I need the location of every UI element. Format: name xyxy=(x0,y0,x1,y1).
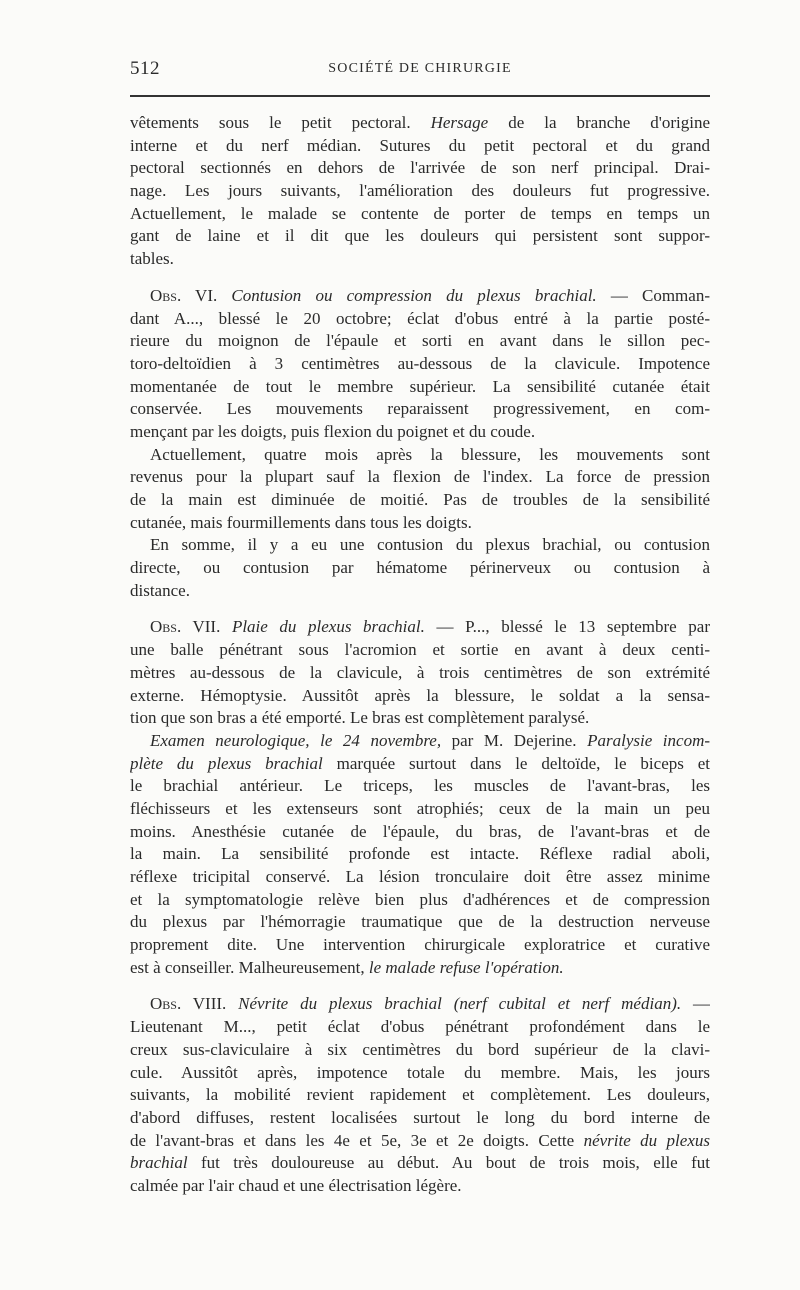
text-line: Actuellement, le malade se contente de porter de temps en temps un xyxy=(130,203,710,223)
text-line: conservée. Les mouvements reparaissent progressivement, en com- xyxy=(130,399,710,419)
page-number: 512 xyxy=(130,58,160,79)
text-line: proprement dite. Une intervention chirurgicale exploratrice et curative xyxy=(130,935,710,955)
text-line: cule. Aussitôt après, impotence totale du membre. Mais, les jours xyxy=(130,1062,710,1082)
text-line: creux sus-claviculaire à six centimètres du bord supérieur de la clavi- xyxy=(130,1039,710,1059)
text-line: directe, ou contusion par hématome périnerveux ou contusion à xyxy=(130,558,710,578)
text-line: mètres au-dessous de la clavicule, à trois centimètres de son extrémité xyxy=(130,662,710,682)
text-line: externe. Hémoptysie. Aussitôt après la blessure, le soldat a la sensa- xyxy=(130,685,710,705)
text-line: Examen neurologique, le 24 novembre, par M. Dejerine. Paralysie incom- xyxy=(150,730,710,750)
text-line: toro-deltoïdien à 3 centimètres au-dessous de la clavicule. Impotence xyxy=(130,353,710,373)
text-line: En somme, il y a eu une contusion du plexus brachial, ou contusion xyxy=(150,535,710,555)
text-line: tion que son bras a été emporté. Le bras est complètement paralysé. xyxy=(130,708,590,728)
observation-heading: Obs. VIII. Névrite du plexus brachial (nerf cubital et nerf médian). — xyxy=(150,994,710,1014)
text-line: momentanée de tout le membre supérieur. La sensibilité cutanée était xyxy=(130,376,710,396)
text-line: nage. Les jours suivants, l'amélioration des douleurs fut progressive. xyxy=(130,181,710,201)
text-line: mençant par les doigts, puis flexion du poignet et du coude. xyxy=(130,421,536,441)
text-line: cutanée, mais fourmillements dans tous les doigts. xyxy=(130,512,472,532)
text-line: vêtements sous le petit pectoral. Hersage de la branche d'origine xyxy=(130,113,710,132)
text-line: distance. xyxy=(130,580,190,600)
text-line: d'abord diffuses, restent localisées surtout le long du bord interne de xyxy=(130,1107,710,1127)
text-line: une balle pénétrant sous l'acromion et sortie en avant à deux centi- xyxy=(130,640,710,660)
text-line: du plexus par l'hémorragie traumatique que de la destruction nerveuse xyxy=(130,912,710,932)
text-line: suivants, la mobilité revient rapidement et complètement. Les douleurs, xyxy=(130,1085,710,1105)
text-line: rieure du moignon de l'épaule et sorti en avant dans le sillon pec- xyxy=(130,331,710,351)
text-line: calmée par l'air chaud et une électrisation légère. xyxy=(130,1175,462,1195)
observation-heading: Obs. VI. Contusion ou compression du plexus brachial. — Comman- xyxy=(150,285,710,305)
text-line: plète du plexus brachial marquée surtout dans le deltoïde, le biceps et xyxy=(130,753,710,773)
text-line: pectoral sectionnés en dehors de l'arrivée de son nerf principal. Drai- xyxy=(130,158,710,178)
observation-heading: Obs. VII. Plaie du plexus brachial. — P..., blessé le 13 septembre par xyxy=(150,617,710,637)
running-title: SOCIÉTÉ DE CHIRURGIE xyxy=(328,61,512,76)
text-line: revenus pour la plupart sauf la flexion de l'index. La force de pression xyxy=(130,467,710,487)
text-line: dant A..., blessé le 20 octobre; éclat d'obus entré à la partie posté- xyxy=(130,308,710,328)
text-line: gant de laine et il dit que les douleurs qui persistent sont suppor- xyxy=(130,226,710,246)
body-text xyxy=(130,112,710,1198)
text-line: et la symptomatologie relève bien plus d'adhérences et de compression xyxy=(130,889,710,909)
page-header xyxy=(130,58,710,88)
header-rule xyxy=(130,95,710,97)
text-line: brachial fut très douloureuse au début. Au bout de trois mois, elle fut xyxy=(130,1153,710,1173)
text-line: fléchisseurs et les extenseurs sont atrophiés; ceux de la main un peu xyxy=(130,798,710,818)
text-line: de la main est diminuée de moitié. Pas de troubles de la sensibilité xyxy=(130,490,710,509)
text-line: Lieutenant M..., petit éclat d'obus pénétrant profondément dans le xyxy=(130,1017,710,1037)
text-line: réflexe tricipital conservé. La lésion tronculaire doit être assez minime xyxy=(130,867,710,886)
text-line: la main. La sensibilité profonde est intacte. Réflexe radial aboli, xyxy=(130,844,710,864)
text-line: tables. xyxy=(130,249,174,269)
text-line: interne et du nerf médian. Sutures du petit pectoral et du grand xyxy=(130,135,710,155)
text-line: est à conseiller. Malheureusement, le malade refuse l'opération. xyxy=(130,957,564,977)
text-line: moins. Anesthésie cutanée de l'épaule, du bras, de l'avant-bras et de xyxy=(130,821,710,841)
text-line: Actuellement, quatre mois après la blessure, les mouvements sont xyxy=(150,444,710,464)
text-line: de l'avant-bras et dans les 4e et 5e, 3e et 2e doigts. Cette névrite du plexus xyxy=(130,1130,710,1150)
text-line: le brachial antérieur. Le triceps, les muscles de l'avant-bras, les xyxy=(130,776,710,796)
